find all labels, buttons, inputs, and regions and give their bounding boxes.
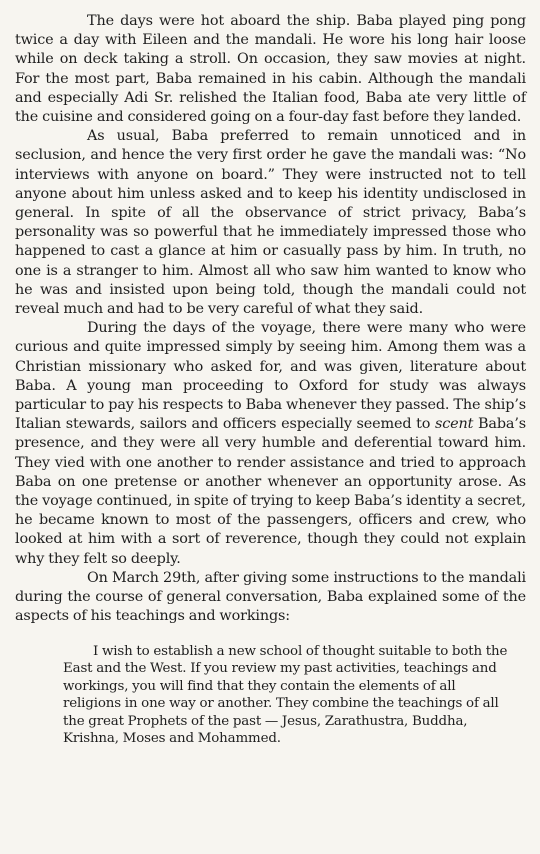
block-quote: I wish to establish a new school of thought suitable to both the East and the West. If you review my past activities, teachings and workings, you will find that they contain the elements of all religions in one way or another. They combine the teachings of all the great Prophets of the past — Jesus, Zarathustra, Buddha, Krishna, Moses and Mohammed. — [63, 643, 508, 747]
paragraph-voyage-days: The days were hot aboard the ship. Baba played ping pong twice a day with Eileen and the mandali. He wore his long hair loose while on deck taking a stroll. On occasion, they saw movies at night. For the most part, Baba remained in his cabin. Although the mandali and especially Adi Sr. relished the Italian food, Baba ate very little of the cuisine and considered going on a four-day fast before they landed. — [15, 13, 526, 126]
paragraph-impressed-passengers — [15, 319, 526, 569]
emphasis-word-scent: scent — [435, 416, 474, 433]
paragraph-text-after-emphasis: Baba’s presence, and they were all very humble and deferential toward him. They vied with one another to render assistance and tried to approach Baba on one pretense or another whenever an opportunity arose. As the voyage continued, in spite of trying to keep Baba’s identity a secret, he became known to most of the passengers, officers and crew, who looked at him with a sort of reverence, though they could not explain why they felt so deeply. — [15, 416, 527, 567]
paragraph-text-before-emphasis: During the days of the voyage, there were many who were curious and quite impressed simply by seeing him. Among them was a Christian missionary who asked for, and was given, literature about Baba. A young man proceeding to Oxford for study was always particular to pay his respects to Baba whenever they passed. The ship’s Italian stewards, sailors and officers especially seemed to — [15, 320, 526, 433]
paragraph-seclusion: As usual, Baba preferred to remain unnoticed and in seclusion, and hence the very first order he gave the mandali was: “No interviews with anyone on board.” They were instructed not to tell anyone about him unless asked and to keep his identity undisclosed in general. In spite of all the observance of strict privacy, Baba’s personality was so powerful that he immediately impressed those who happened to cast a glance at him or casually pass by him. In truth, no one is a stranger to him. Almost all who saw him wanted to know who he was and insisted upon being told, though the mandali could not reveal much and had to be very careful of what they said. — [15, 128, 526, 318]
paragraph-march-29th: On March 29th, after giving some instructions to the mandali during the course of general conversation, Baba explained some of the aspects of his teachings and workings: — [15, 569, 526, 625]
